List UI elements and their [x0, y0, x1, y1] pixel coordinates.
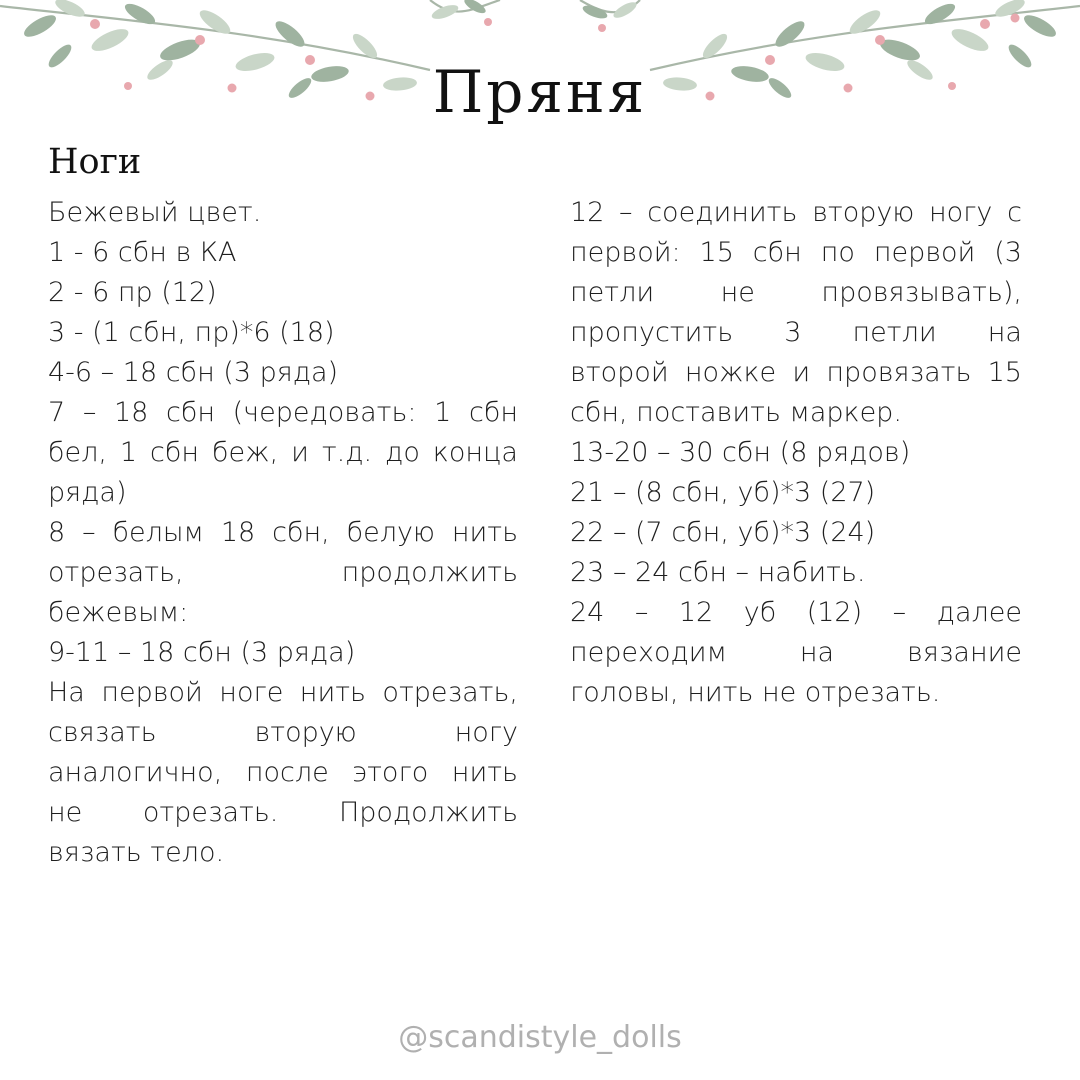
instruction-word: не	[720, 277, 755, 308]
instruction-word: отрезать.	[142, 797, 279, 828]
instruction-word: 12	[570, 197, 605, 228]
instruction-word: (3	[994, 237, 1022, 268]
instruction-word: первой:	[570, 237, 681, 268]
instruction-word: беж,	[211, 437, 279, 468]
instruction-line	[570, 233, 1022, 273]
leaf-shape	[53, 0, 87, 20]
instruction-word: ногу	[454, 717, 518, 748]
berry-shape	[598, 24, 606, 32]
instruction-line	[48, 713, 518, 753]
instruction-line	[48, 553, 518, 593]
instruction-line: головы, нить не отрезать.	[570, 677, 941, 708]
instruction-word: –	[634, 597, 649, 628]
instruction-line: 23 – 24 сбн – набить.	[570, 557, 866, 588]
instruction-word: далее	[936, 597, 1022, 628]
instruction-word: с	[1007, 197, 1022, 228]
section-heading: Ноги	[48, 142, 142, 182]
instruction-word: На	[48, 677, 85, 708]
instruction-word: 24	[570, 597, 605, 628]
berry-shape	[195, 35, 205, 45]
instruction-word: сбн	[165, 397, 215, 428]
instruction-word: 3	[784, 317, 802, 348]
leaf-shape	[196, 6, 233, 38]
instruction-word: вторую	[254, 717, 357, 748]
instruction-word: 18	[220, 517, 256, 548]
instruction-word: сбн	[468, 397, 518, 428]
instruction-word: первой	[873, 237, 976, 268]
instruction-word: белым	[112, 517, 204, 548]
instruction-word: (чередовать:	[232, 397, 417, 428]
instruction-line: Бежевый цвет.	[48, 197, 262, 228]
instruction-line	[570, 273, 1022, 313]
leaf-shape	[846, 6, 883, 38]
instruction-word: провязать	[826, 357, 972, 388]
instruction-line: 1 - 6 сбн в КА	[48, 237, 237, 268]
berry-shape	[875, 35, 885, 45]
leaf-shape	[462, 0, 487, 16]
instruction-word: сбн,	[272, 517, 330, 548]
instruction-word: ноге	[219, 677, 284, 708]
instruction-word: 7	[48, 397, 66, 428]
instruction-word: после	[245, 757, 329, 788]
instruction-word: до	[385, 437, 420, 468]
instruction-word: нить	[451, 757, 518, 788]
leaf-shape	[430, 2, 460, 22]
instruction-word: Продолжить	[338, 797, 518, 828]
leaf-shape	[21, 11, 59, 41]
instruction-line	[48, 753, 518, 793]
author-handle: @scandistyle_dolls	[398, 1020, 682, 1055]
instruction-line: 21 – (8 сбн, уб)*3 (27)	[570, 477, 876, 508]
instruction-word: –	[892, 597, 907, 628]
instruction-word: –	[82, 517, 96, 548]
instruction-word: петли	[570, 277, 655, 308]
instruction-word: петли	[852, 317, 937, 348]
instruction-word: 15	[987, 357, 1022, 388]
instruction-word: ногу	[928, 197, 993, 228]
instruction-line: 4-6 – 18 сбн (3 ряда)	[48, 357, 339, 388]
instruction-word: соединить	[647, 197, 798, 228]
berry-shape	[1011, 14, 1020, 23]
instruction-word: конца	[432, 437, 518, 468]
instruction-word: на	[987, 317, 1022, 348]
instruction-word: 18	[113, 397, 149, 428]
instruction-line	[570, 593, 1022, 633]
page-title: Пряня	[432, 58, 648, 126]
instruction-line: 9-11 – 18 сбн (3 ряда)	[48, 637, 356, 668]
left-column-instructions	[48, 193, 518, 873]
instruction-word: 1	[119, 437, 138, 468]
instruction-line	[48, 393, 518, 433]
instruction-word: на	[799, 637, 835, 668]
instruction-word: аналогично,	[48, 757, 223, 788]
leaf-shape	[1021, 11, 1059, 41]
leaf-shape	[611, 0, 638, 21]
leaf-shape	[772, 17, 808, 51]
instruction-word: ножке	[684, 357, 777, 388]
instruction-line	[570, 193, 1022, 233]
instruction-line: 13-20 – 30 сбн (8 рядов)	[570, 437, 911, 468]
right-column-instructions	[570, 193, 1022, 713]
instruction-word: связать	[48, 717, 157, 748]
instruction-line	[48, 793, 518, 833]
instruction-word: и	[291, 437, 309, 468]
berry-shape	[90, 19, 100, 29]
instruction-line: 3 - (1 сбн, пр)*6 (18)	[48, 317, 335, 348]
leaf-shape	[272, 17, 308, 51]
instruction-word: отрезать,	[48, 557, 184, 588]
instruction-word: продолжить	[341, 557, 518, 588]
instruction-word: отрезать,	[382, 677, 518, 708]
instruction-line: бежевым:	[48, 597, 189, 628]
instruction-word: сбн	[752, 237, 802, 268]
instruction-word: по	[820, 237, 855, 268]
instruction-word: первой	[101, 677, 203, 708]
instruction-word: уб	[743, 597, 777, 628]
instruction-line: 22 – (7 сбн, уб)*3 (24)	[570, 517, 876, 548]
instruction-line	[48, 433, 518, 473]
instruction-word: этого	[352, 757, 429, 788]
leaf-shape	[922, 0, 958, 28]
leaf-shape	[949, 25, 992, 56]
instruction-word: нить	[299, 677, 366, 708]
instruction-line	[48, 513, 518, 553]
berry-shape	[980, 19, 990, 29]
instruction-line	[570, 353, 1022, 393]
instruction-word: 15	[699, 237, 734, 268]
leaf-shape	[581, 3, 609, 21]
instruction-word: второй	[570, 357, 669, 388]
instruction-word: 12	[678, 597, 714, 628]
instruction-word: вязание	[907, 637, 1022, 668]
instruction-word: 8	[48, 517, 66, 548]
berry-shape	[484, 18, 492, 26]
instruction-line	[570, 313, 1022, 353]
instruction-word: нить	[451, 517, 518, 548]
instruction-word: т.д.	[321, 437, 373, 468]
instruction-word: провязывать),	[821, 277, 1022, 308]
instruction-word: бел,	[48, 437, 107, 468]
instruction-line: сбн, поставить маркер.	[570, 397, 902, 428]
instruction-word: и	[792, 357, 811, 388]
instruction-word: белую	[346, 517, 435, 548]
instruction-line	[48, 673, 518, 713]
instruction-word: –	[82, 397, 97, 428]
instruction-word: сбн	[150, 437, 200, 468]
instruction-line: вязать тело.	[48, 837, 225, 868]
leaf-shape	[993, 0, 1027, 20]
instruction-line: ряда)	[48, 477, 127, 508]
instruction-word: пропустить	[570, 317, 734, 348]
instruction-word: не	[48, 797, 83, 828]
leaf-shape	[122, 0, 158, 28]
instruction-line: 2 - 6 пр (12)	[48, 277, 217, 308]
leaf-shape	[89, 25, 132, 56]
instruction-line	[570, 633, 1022, 673]
instruction-word: –	[619, 197, 633, 228]
instruction-word: вторую	[812, 197, 915, 228]
instruction-word: 1	[434, 397, 452, 428]
instruction-word: (12)	[806, 597, 863, 628]
instruction-word: переходим	[570, 637, 727, 668]
